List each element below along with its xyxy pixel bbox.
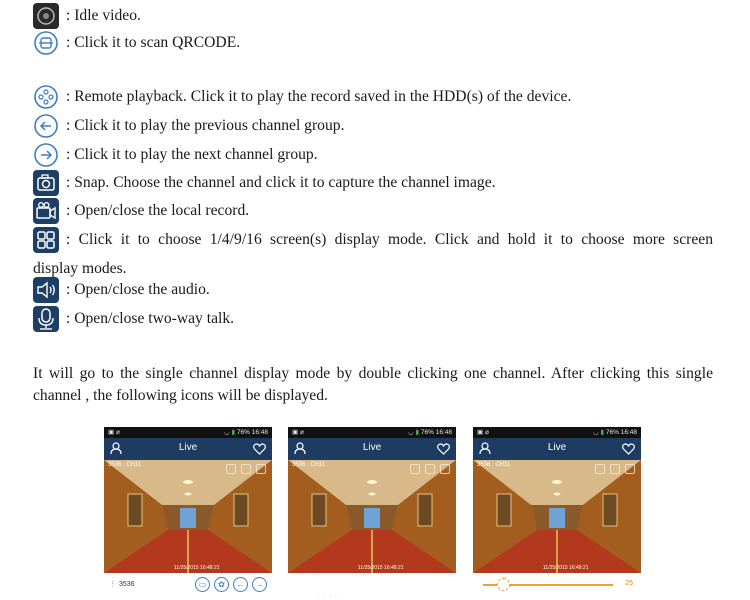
nav-bar	[288, 438, 456, 460]
legend-text-continuation: display modes.	[33, 260, 127, 277]
legend-text: : Open/close the local record.	[66, 202, 250, 219]
status-text: 76% 16:48	[420, 429, 452, 436]
settings-icon[interactable]	[610, 464, 620, 474]
snapshot-icon[interactable]	[226, 464, 236, 474]
screen-mode-icon	[33, 227, 59, 253]
fullscreen-icon[interactable]	[625, 464, 635, 474]
video-overlay-icons	[595, 464, 635, 474]
video-view[interactable]	[288, 460, 456, 573]
channel-label: 3536 : CH11	[108, 462, 142, 468]
legend-text: : Click it to play the previous channel group.	[66, 117, 345, 134]
nav-title: Live	[362, 442, 382, 453]
next-group-icon	[33, 142, 59, 168]
status-bar	[288, 427, 456, 438]
battery-icon: ▮	[415, 429, 421, 436]
favorite-heart-icon[interactable]	[253, 442, 266, 460]
scan-qrcode-icon	[33, 30, 59, 56]
nav-bar	[104, 438, 272, 460]
snapshot-icon[interactable]	[410, 464, 420, 474]
nav-title: Live	[178, 442, 198, 453]
status-bar	[473, 427, 641, 438]
snapshot-icon[interactable]	[595, 464, 605, 474]
legend-text: : Click it to choose 1/4/9/16 screen(s) display mode. Click and hold it to choose more screen	[66, 231, 713, 248]
wifi-icon: ◡	[408, 429, 416, 436]
audio-icon	[33, 277, 59, 303]
local-record-icon	[33, 198, 59, 224]
legend-text: : Open/close two-way talk.	[66, 310, 235, 327]
channel-label: 3536 : CH11	[292, 462, 326, 468]
wifi-icon: ◡	[224, 429, 232, 436]
status-text: 76% 16:48	[236, 429, 268, 436]
scan-qrcode-icon[interactable]: ▭	[195, 577, 210, 592]
nav-title: Live	[547, 442, 567, 453]
status-right	[593, 427, 637, 438]
snap-camera-icon	[33, 170, 59, 196]
nav-bar	[473, 438, 641, 460]
video-view[interactable]	[104, 460, 272, 573]
status-icons-left: ▣ ⌀	[477, 429, 489, 436]
phone-screenshot	[473, 427, 641, 600]
hallway-video-frame	[288, 460, 456, 573]
two-way-talk-icon	[33, 306, 59, 332]
battery-icon: ▮	[231, 429, 237, 436]
playback-control-bar	[288, 573, 456, 600]
legend-text: : Click it to play the next channel group.	[66, 146, 318, 163]
status-icons-left: ▣ ⌀	[292, 429, 304, 436]
volume-control-bar	[473, 573, 641, 600]
idle-video-icon	[33, 3, 59, 29]
hallway-video-frame	[473, 460, 641, 573]
remote-playback-icon[interactable]: ✿	[214, 577, 229, 592]
phone-screenshot	[288, 427, 456, 600]
legend-text: : Click it to scan QRCODE.	[66, 34, 241, 51]
volume-slider-knob[interactable]	[497, 578, 510, 591]
channel-name: ⋮ 3536	[109, 581, 135, 588]
status-icons-left: ▣ ⌀	[108, 429, 120, 436]
legend-text: : Remote playback. Click it to play the record saved in the HDD(s) of the device.	[66, 88, 572, 105]
channel-label: 3536 : CH11	[477, 462, 511, 468]
cropped-text-line	[30, 0, 730, 2]
battery-icon: ▮	[600, 429, 606, 436]
status-right	[408, 427, 452, 438]
legend-text: : Idle video.	[66, 7, 141, 24]
wifi-icon: ◡	[593, 429, 601, 436]
previous-group-icon[interactable]: ←	[233, 577, 248, 592]
video-timestamp: 11/25/2015 16:48:21	[174, 565, 220, 571]
fullscreen-icon[interactable]	[256, 464, 266, 474]
status-text: 76% 16:48	[605, 429, 637, 436]
video-overlay-icons	[410, 464, 450, 474]
favorite-heart-icon[interactable]	[437, 442, 450, 460]
legend-text: : Snap. Choose the channel and click it to capture the channel image.	[66, 174, 496, 191]
toolbar-icons-strip: · · · ·	[318, 593, 338, 599]
video-view[interactable]	[473, 460, 641, 573]
status-bar	[104, 427, 272, 438]
settings-icon[interactable]	[425, 464, 435, 474]
previous-group-icon	[33, 113, 59, 139]
hallway-video-frame	[104, 460, 272, 573]
status-right	[224, 427, 268, 438]
description-paragraph: It will go to the single channel display mode by double clicking one channel. After clicking this single channel , the following icons will be displayed.	[33, 365, 713, 404]
video-overlay-icons	[226, 464, 266, 474]
video-timestamp: 11/25/2015 16:48:21	[358, 565, 404, 571]
remote-playback-icon	[33, 84, 59, 110]
channel-control-bar	[104, 573, 272, 600]
next-group-icon[interactable]: →	[252, 577, 267, 592]
phone-screenshot	[104, 427, 272, 600]
favorite-heart-icon[interactable]	[622, 442, 635, 460]
legend-text: : Open/close the audio.	[66, 281, 210, 298]
video-timestamp: 11/25/2015 16:48:21	[543, 565, 589, 571]
volume-value: 25	[625, 580, 633, 587]
settings-icon[interactable]	[241, 464, 251, 474]
fullscreen-icon[interactable]	[440, 464, 450, 474]
